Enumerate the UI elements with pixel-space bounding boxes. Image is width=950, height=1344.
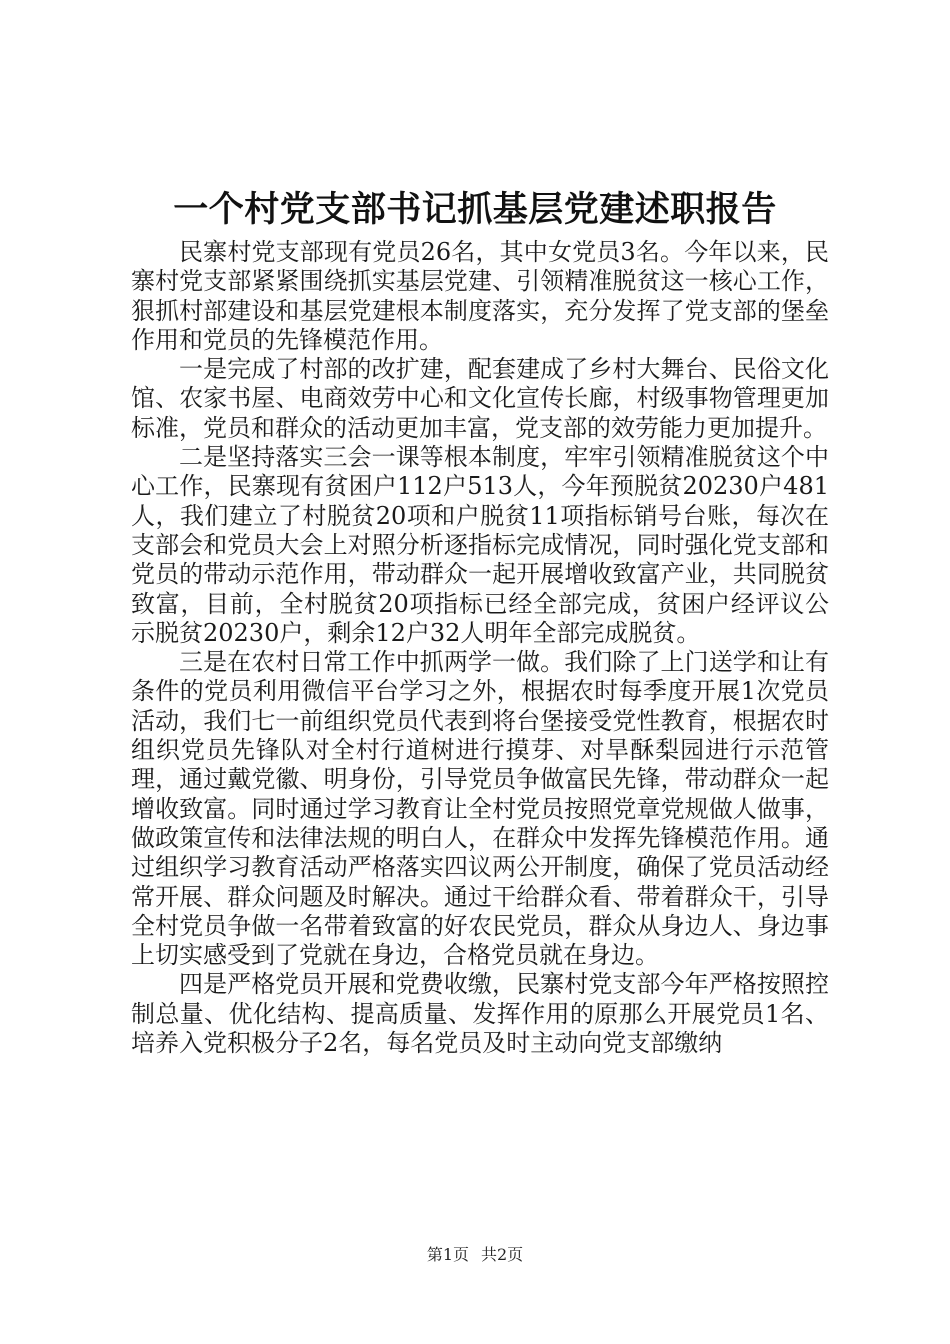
paragraph-two: 二是坚持落实三会一课等根本制度，牢牢引领精准脱贫这个中心工作，民寨现有贫困户112户513人，今年预脱贫20230户481人，我们建立了村脱贫20项和户脱贫11项指标销号台账，每次在支部会和党员大会上对照分析逐指标完成情况，同时强化党支部和党员的带动示范作用，带动群众一起开展增收致富产业，共同脱贫致富，目前，全村脱贫20项指标已经全部完成，贫困户经评议公示脱贫20230户，剩余12户32人明年全部完成脱贫。 [131,443,829,647]
paragraph-one: 一是完成了村部的改扩建，配套建成了乡村大舞台、民俗文化馆、农家书屋、电商效劳中心和文化宣传长廊，村级事物管理更加标准，党员和群众的活动更加丰富，党支部的效劳能力更加提升。 [131,355,829,442]
document-title: 一个村党支部书记抓基层党建述职报告 [173,189,777,230]
page-total: 共2页 [481,1245,524,1264]
page-footer [0,1244,950,1266]
paragraph-three: 三是在农村日常工作中抓两学一做。我们除了上门送学和让有条件的党员利用微信平台学习之外，根据农时每季度开展1次党员活动，我们七一前组织党员代表到将台堡接受党性教育，根据农时组织党员先锋队对全村行道树进行摸芽、对旱酥梨园进行示范管理，通过戴党徽、明身份，引导党员争做富民先锋，带动群众一起增收致富。同时通过学习教育让全村党员按照党章党规做人做事，做政策宣传和法律法规的明白人，在群众中发挥先锋模范作用。通过组织学习教育活动严格落实四议两公开制度，确保了党员活动经常开展、群众问题及时解决。通过干给群众看、带着群众干，引导全村党员争做一名带着致富的好农民党员，群众从身边人、身边事上切实感受到了党就在身边，合格党员就在身边。 [131,648,829,970]
paragraph-intro: 民寨村党支部现有党员26名，其中女党员3名。今年以来，民寨村党支部紧紧围绕抓实基层党建、引领精准脱贫这一核心工作，狠抓村部建设和基层党建根本制度落实，充分发挥了党支部的堡垒作用和党员的先锋模范作用。 [131,238,829,354]
document-body [131,238,829,1058]
page-number: 第1页 [426,1245,469,1264]
paragraph-four: 四是严格党员开展和党费收缴，民寨村党支部今年严格按照控制总量、优化结构、提高质量、发挥作用的原那么开展党员1名、培养入党积极分子2名，每名党员及时主动向党支部缴纳 [131,970,829,1058]
